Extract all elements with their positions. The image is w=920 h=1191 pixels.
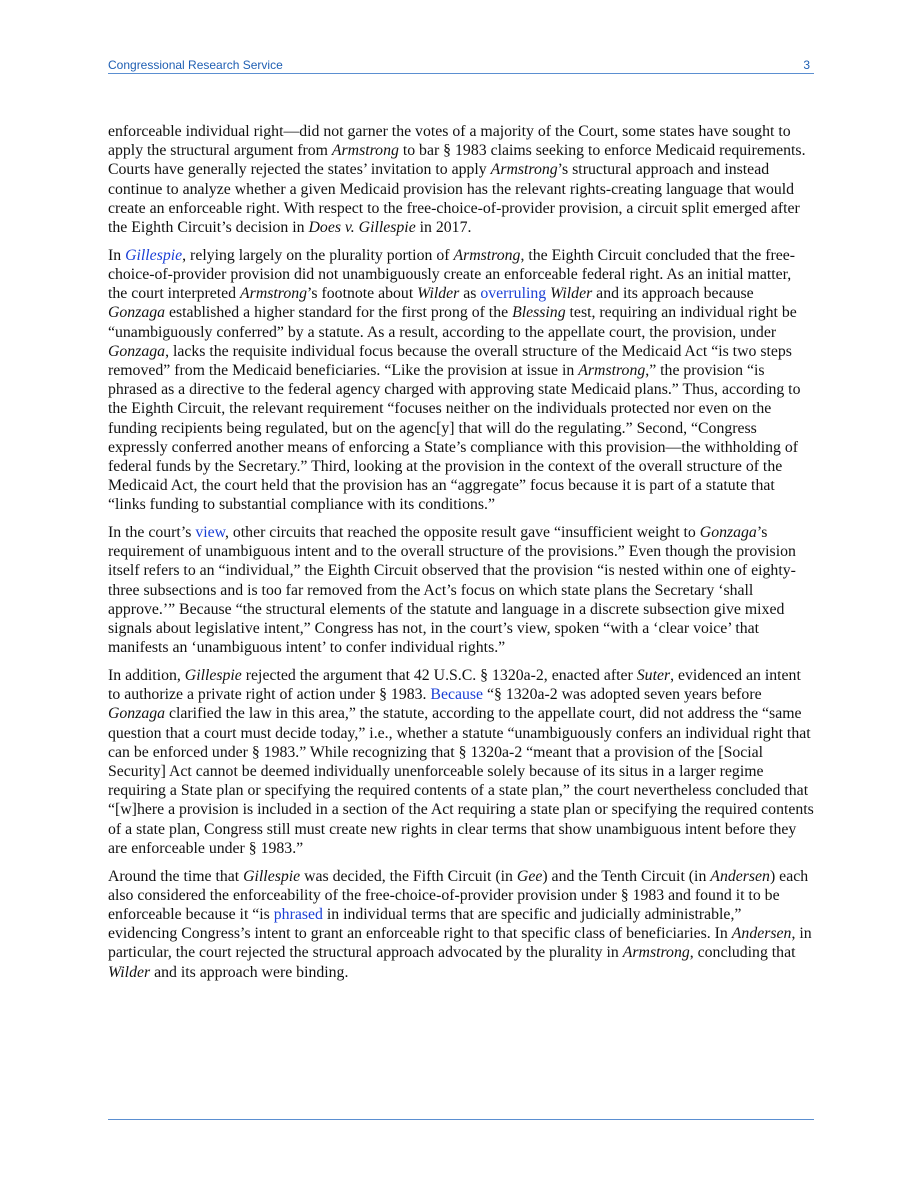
text-run: in individual terms that are specific and judicially administrable,” evidencing Congress’s intent to grant an enforceable right to that specific class of beneficiaries. In	[108, 905, 742, 943]
case-name: Does v. Gillespie	[308, 219, 416, 237]
case-name: Armstrong	[240, 285, 308, 303]
case-name: Wilder	[550, 285, 593, 303]
case-name: Gillespie	[243, 867, 301, 885]
text-run: , concluding that	[689, 944, 796, 962]
text-run: , relying largely on the plurality portion of	[182, 246, 454, 264]
case-name: Andersen	[731, 925, 792, 943]
text-run: , lacks the requisite individual focus because the overall structure of the Medicaid Act “is two steps removed” from the Medicaid beneficiaries. “Like the provision at issue in	[108, 342, 792, 379]
case-name: Gonzaga	[108, 304, 166, 322]
text-run: , evidenced an intent to authorize a private right of action under § 1983.	[108, 666, 801, 704]
case-name: Armstrong	[490, 161, 558, 179]
text-run: Around the time that	[108, 867, 244, 885]
text-run: and its approach because	[592, 285, 754, 303]
text-run: to bar § 1983 claims seeking to enforce Medicaid requirements. Courts have generally rejected the states’ invitation to apply	[108, 142, 806, 179]
text-run: “§ 1320a-2 was adopted seven years before	[483, 686, 762, 704]
case-name: Suter	[636, 666, 671, 684]
page-number: 3	[803, 58, 810, 72]
text-run: as	[459, 285, 481, 303]
text-run: In	[108, 246, 126, 264]
text-run: In the court’s	[108, 524, 196, 542]
case-name: Gonzaga	[699, 524, 757, 542]
text-run: and its approach were binding.	[150, 963, 349, 981]
because-link[interactable]: Because	[430, 686, 484, 704]
text-run: test, requiring an individual right be “unambiguously conferred” by a statute. As a result, according to the appellate court, the provision, under	[108, 304, 797, 341]
text-run: in 2017.	[415, 219, 472, 237]
text-run: ) and the Tenth Circuit (in	[542, 867, 711, 885]
case-name: Wilder	[417, 285, 460, 303]
case-name: Gonzaga	[108, 705, 166, 723]
paragraph-4	[108, 666, 814, 858]
case-name: Wilder	[108, 963, 151, 981]
header-divider	[108, 73, 814, 74]
paragraph-5	[108, 867, 814, 982]
view-link[interactable]: view	[195, 524, 225, 542]
text-run: In addition,	[108, 666, 185, 684]
overruling-link[interactable]: overruling	[480, 285, 547, 303]
case-name: Armstrong	[578, 361, 646, 379]
text-run: clarified the law in this area,” the statute, according to the appellate court, did not address the “same question that a court must decide today,” i.e., whether a statute “unambiguously confers an individual right that can be enforced under § 1983.” While recognizing that § 1320a-2 “meant that a provision of the [Social Security] Act cannot be deemed individually unenforceable solely because of its situs in a larger regime requiring a State plan or specifying the required contents of a state plan,” the court nevertheless concluded that “[w]here a provision is included in a section of the Act requiring a state plan or specifying the required contents of a state plan, Congress still must create new rights in clear terms that show unambiguous intent before they are enforceable under § 1983.”	[108, 705, 814, 857]
footer-divider	[108, 1119, 814, 1120]
gillespie-link[interactable]: Gillespie	[125, 246, 183, 264]
case-name: Andersen	[710, 867, 770, 885]
paragraph-1	[108, 122, 814, 237]
case-name: Armstrong	[331, 142, 399, 160]
document-body	[108, 122, 814, 990]
text-run: , in particular, the court rejected the structural approach advocated by the plurality in	[108, 925, 812, 962]
text-run: ’s footnote about	[307, 285, 418, 303]
case-name: Gonzaga	[108, 342, 166, 360]
text-run: , the Eighth Circuit concluded that the free-choice-of-provider provision did not unambiguously create an enforceable federal right. As an initial matter, the court interpreted	[108, 246, 796, 303]
text-run: rejected the argument that 42 U.S.C. § 1320a-2, enacted after	[241, 666, 637, 684]
paragraph-2	[108, 246, 814, 515]
case-name: Armstrong	[453, 246, 521, 264]
case-name: Gillespie	[184, 666, 242, 684]
text-run: ’s requirement of unambiguous intent and to the overall structure of the provisions.” Even though the provision itself refers to an “individual,” the Eighth Circuit observed that the provision “is nested within one of eighty-three subsections and is too far removed from the Act’s focus on which state plans the Secretary ‘shall approve.’” Because “the structural elements of the statute and language in a discrete subsection give mixed signals about legislative intent,” Congress has not, in the court’s view, spoken “with a ‘clear voice’ that manifests an ‘unambiguous intent’ to confer individual rights.”	[108, 524, 796, 657]
text-run: ’s structural approach and instead continue to analyze whether a given Medicaid provision has the relevant rights-creating language that would create an enforceable right. With respect to the free-choice-of-provider provision, a circuit split emerged after the Eighth Circuit’s decision in	[108, 161, 800, 237]
case-name: Gee	[516, 867, 543, 885]
text-run: ) each also considered the enforceability of the free-choice-of-provider provision under § 1983 and found it to be enforceable because it “is	[108, 867, 809, 923]
text-run: was decided, the Fifth Circuit (in	[300, 867, 517, 885]
text-run: established a higher standard for the first prong of the	[165, 304, 513, 322]
publisher-name: Congressional Research Service	[108, 58, 283, 72]
case-name: Blessing	[512, 304, 566, 322]
case-name: Armstrong	[622, 944, 690, 962]
text-run: , other circuits that reached the opposite result gave “insufficient weight to	[225, 524, 700, 542]
phrased-link[interactable]: phrased	[273, 905, 323, 923]
text-run: enforceable individual right—did not garner the votes of a majority of the Court, some states have sought to apply the structural argument from	[108, 123, 791, 160]
text-run: ,” the provision “is phrased as a directive to the federal agency charged with approving state Medicaid plans.” Thus, according to the Eighth Circuit, the relevant requirement “focuses neither on the individuals protected nor even on the funding recipients being regulated, but on the agenc[y] that will do the regulating.” Second, “Congress expressly conferred another means of enforcing a State’s compliance with this provision—the withholding of federal funds by the Secretary.” Third, looking at the provision in the context of the overall structure of the Medicaid Act, the court held that the provision has an “aggregate” focus because it is part of a statute that “links funding to substantial compliance with its conditions.”	[108, 361, 801, 514]
page-header	[108, 56, 814, 74]
paragraph-3	[108, 523, 814, 657]
